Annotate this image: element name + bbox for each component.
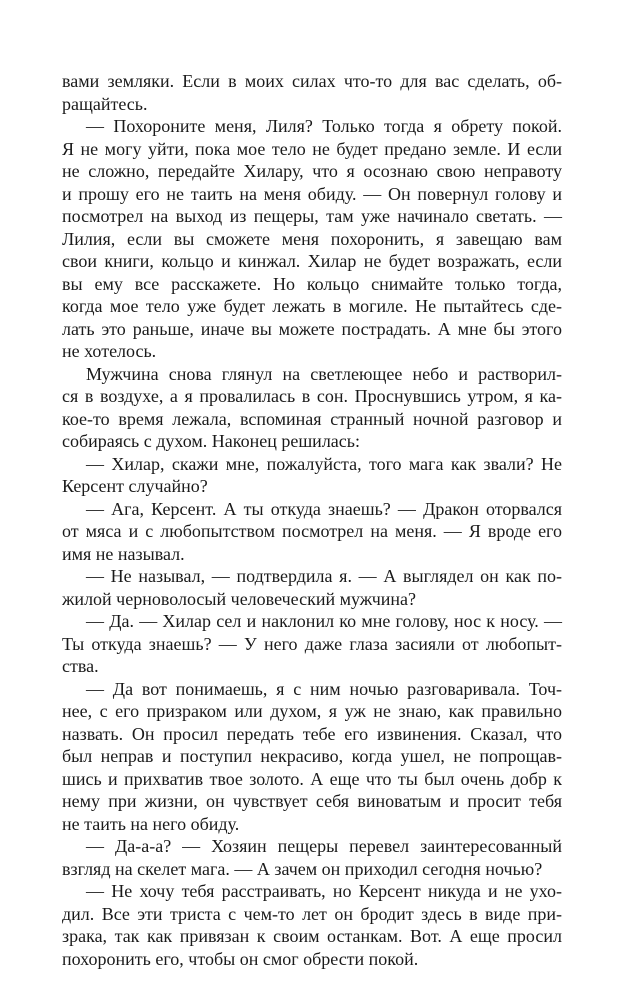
text-line: взгляд на скелет мага. — А зачем он приходил сегодня ночью? bbox=[62, 858, 543, 879]
text-line: Керсент случайно? bbox=[62, 476, 208, 496]
text-line: Лилия, если вы сможете меня похоронить, я завещаю вам bbox=[62, 228, 562, 249]
page-text bbox=[62, 70, 562, 970]
text-line: — Да-а-а? — Хозяин пещеры перевел заинтересованный bbox=[86, 836, 562, 856]
text-line: посмотрел на выход из пещеры, там уже начинало светать. — bbox=[62, 206, 562, 226]
text-line: нее, с его призраком или духом, я уж не знаю, как правильно bbox=[62, 701, 562, 721]
text-line: похоронить его, чтобы он смог обрести покой. bbox=[62, 948, 419, 969]
text-line: лать это раньше, иначе вы можете пострадать. А мне бы этого bbox=[62, 318, 562, 339]
text-line: не сложно, передайте Хилару, что я осознаю свою неправоту bbox=[62, 161, 562, 181]
text-line: Мужчина снова глянул на светлеющее небо и растворил- bbox=[86, 363, 562, 384]
text-line: — Похороните меня, Лиля? Только тогда я обрету покой. bbox=[86, 116, 562, 136]
text-line: вами земляки. Если в моих силах что-то для вас сделать, об- bbox=[62, 71, 562, 91]
text-line: назвать. Он просил передать тебе его извинения. Сказал, что bbox=[62, 723, 562, 744]
text-line: — Да. — Хилар сел и наклонил ко мне голову, нос к носу. — bbox=[86, 611, 562, 631]
text-line: не хотелось. bbox=[62, 341, 157, 361]
text-line: собираясь с духом. Наконец решилась: bbox=[62, 431, 360, 451]
text-line: шись и прихватив твое золото. А еще что ты был очень добр к bbox=[62, 768, 562, 789]
text-line: от мяса и с любопытством посмотрел на меня. — Я вроде его bbox=[62, 521, 562, 541]
text-line: не таить на него обиду. bbox=[62, 813, 240, 834]
text-line: кое-то время лежала, вспоминая странный ночной разговор и bbox=[62, 408, 562, 429]
text-line: — Хилар, скажи мне, пожалуйста, того мага как звали? Не bbox=[86, 453, 562, 474]
text-line: нему при жизни, он чувствует себя виноватым и просит тебя bbox=[62, 791, 562, 811]
text-line: — Ага, Керсент. А ты откуда знаешь? — Дракон оторвался bbox=[86, 498, 562, 519]
text-line: — Да вот понимаешь, я с ним ночью разговаривала. Точ- bbox=[86, 678, 562, 699]
text-line: ращайтесь. bbox=[62, 93, 148, 114]
text-line: когда мое тело уже будет лежать в могиле. Не пытайтесь сде- bbox=[62, 296, 562, 316]
text-line: имя не называл. bbox=[62, 543, 185, 564]
text-line: зрака, так как привязан к своим останкам. Вот. А еще просил bbox=[62, 926, 562, 946]
text-line: и прошу его не таить на меня обиду. — Он повернул голову и bbox=[62, 183, 562, 204]
text-line: жилой черноволосый человеческий мужчина? bbox=[62, 588, 417, 609]
text-line: — Не называл, — подтвердила я. — А выглядел он как по- bbox=[86, 566, 562, 586]
text-line: Ты откуда знаешь? — У него даже глаза засияли от любопыт- bbox=[62, 633, 562, 654]
text-line: свои книги, кольцо и кинжал. Хилар не будет возражать, если bbox=[62, 251, 562, 271]
text-line: Я не могу уйти, пока мое тело не будет предано земле. И если bbox=[62, 138, 562, 159]
text-line: вы ему все расскажете. Но кольцо снимайте только тогда, bbox=[62, 273, 562, 294]
text-line: ства. bbox=[62, 656, 99, 676]
text-line: — Не хочу тебя расстраивать, но Керсент никуда и не ухо- bbox=[86, 881, 562, 901]
text-line: дил. Все эти триста с чем-то лет он бродит здесь в виде при- bbox=[62, 903, 562, 924]
text-line: ся в воздухе, а я провалилась в сон. Проснувшись утром, я ка- bbox=[62, 386, 562, 406]
text-line: был неправ и поступил некрасиво, когда ушел, не попрощав- bbox=[62, 746, 562, 766]
